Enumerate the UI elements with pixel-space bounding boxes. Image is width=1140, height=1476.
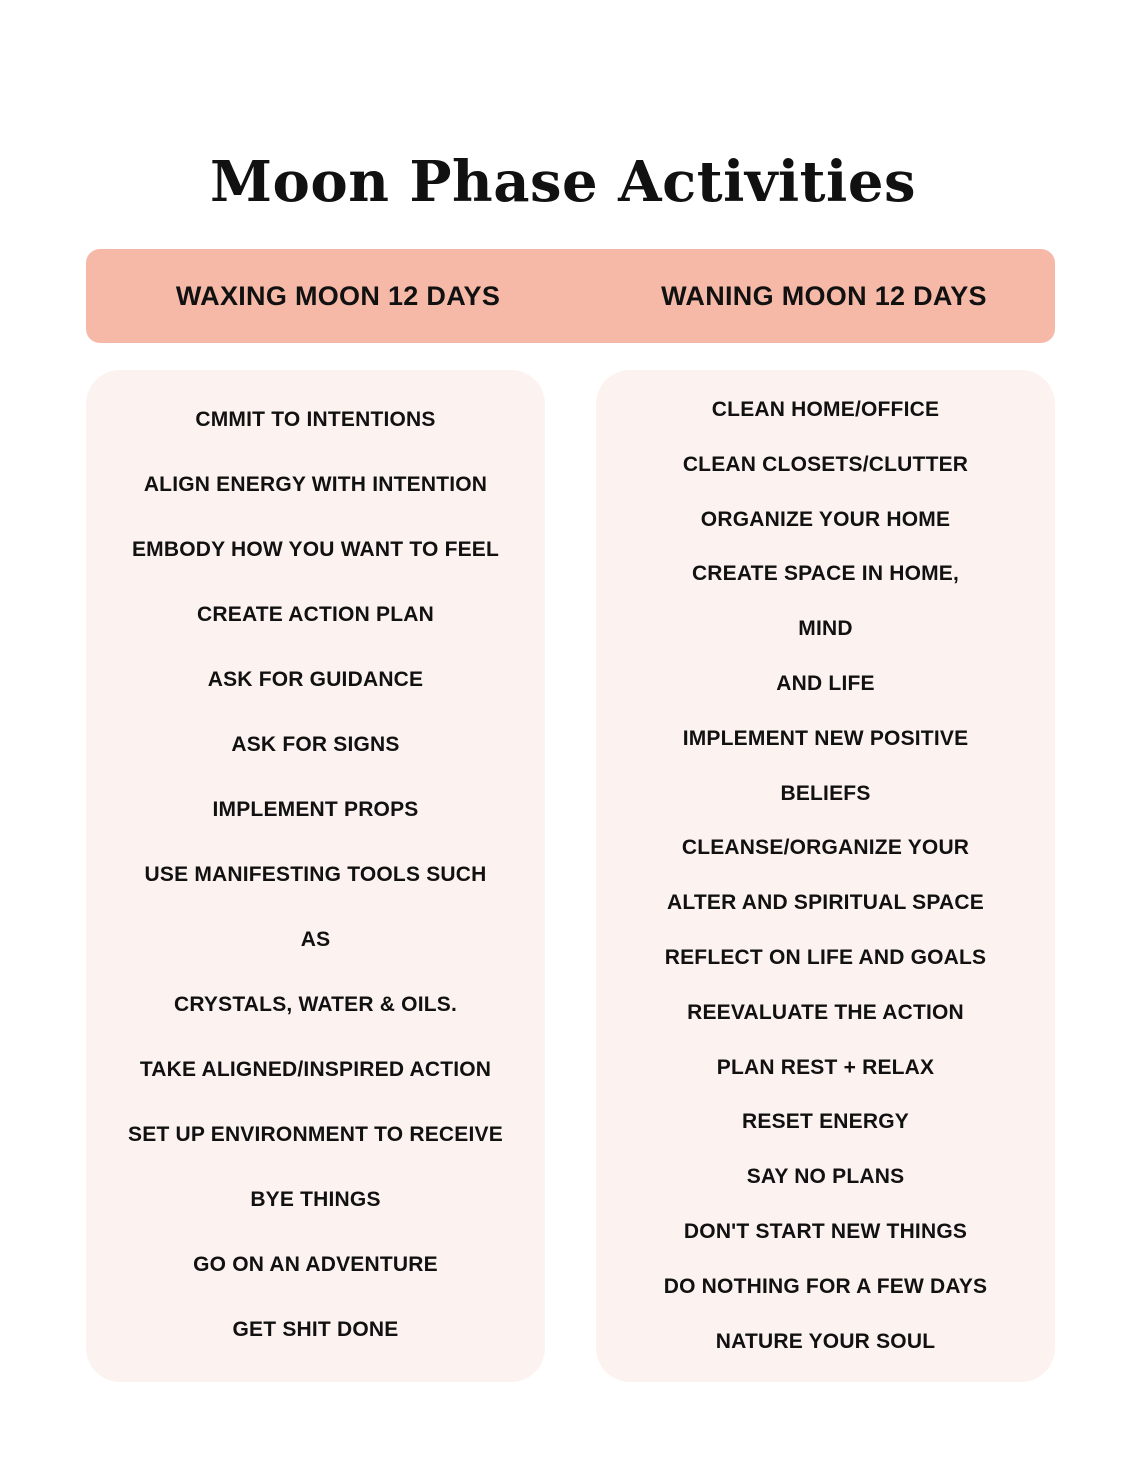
waning-item: CREATE SPACE IN HOME, [691, 562, 960, 586]
waning-item: DO NOTHING FOR A FEW DAYS [663, 1274, 988, 1298]
waxing-item: AS [300, 928, 331, 951]
waning-item: NATURE YOUR SOUL [715, 1329, 936, 1353]
waning-item: DON'T START NEW THINGS [683, 1219, 968, 1243]
waning-item: MIND [798, 617, 853, 641]
waxing-item: TAKE ALIGNED/INSPIRED ACTION [139, 1058, 492, 1081]
waning-item: SAY NO PLANS [746, 1165, 905, 1189]
waning-list [596, 383, 1055, 1369]
waning-item: RESET ENERGY [742, 1110, 909, 1134]
waxing-item: ASK FOR SIGNS [231, 733, 400, 756]
waxing-item: CRYSTALS, WATER & OILS. [173, 993, 458, 1016]
waning-item: REFLECT ON LIFE AND GOALS [664, 945, 987, 969]
waxing-panel [86, 370, 545, 1382]
column-header-bar [86, 249, 1055, 343]
waxing-list [86, 387, 545, 1362]
waning-item: CLEAN CLOSETS/CLUTTER [682, 452, 969, 476]
waning-item: PLAN REST + RELAX [716, 1055, 935, 1079]
page-title: Moon Phase Activities [210, 149, 916, 215]
waxing-header: WAXING MOON 12 DAYS [175, 281, 501, 311]
waxing-item: IMPLEMENT PROPS [212, 798, 419, 821]
waning-item: CLEANSE/ORGANIZE YOUR [681, 836, 970, 860]
waxing-item: GO ON AN ADVENTURE [193, 1253, 438, 1276]
waning-item: REEVALUATE THE ACTION [687, 1000, 964, 1024]
waxing-item: CREATE ACTION PLAN [197, 603, 434, 626]
waning-item: IMPLEMENT NEW POSITIVE [682, 726, 969, 750]
waxing-item: ALIGN ENERGY WITH INTENTION [143, 473, 488, 496]
waning-item: BELIEFS [780, 781, 871, 805]
waning-item: AND LIFE [776, 671, 875, 695]
waxing-item: CMMIT TO INTENTIONS [195, 408, 436, 431]
waxing-item: ASK FOR GUIDANCE [207, 668, 424, 691]
waning-panel [596, 370, 1055, 1382]
waning-item: ORGANIZE YOUR HOME [700, 507, 951, 531]
waning-item: ALTER AND SPIRITUAL SPACE [667, 891, 984, 915]
waning-item: CLEAN HOME/OFFICE [711, 398, 940, 421]
waxing-item: GET SHIT DONE [232, 1318, 399, 1341]
waxing-item: BYE THINGS [250, 1188, 381, 1211]
waxing-item: SET UP ENVIRONMENT TO RECEIVE [128, 1123, 503, 1146]
waxing-item: EMBODY HOW YOU WANT TO FEEL [131, 538, 500, 561]
waning-header: WANING MOON 12 DAYS [661, 281, 987, 311]
waxing-item: USE MANIFESTING TOOLS SUCH [144, 863, 487, 886]
